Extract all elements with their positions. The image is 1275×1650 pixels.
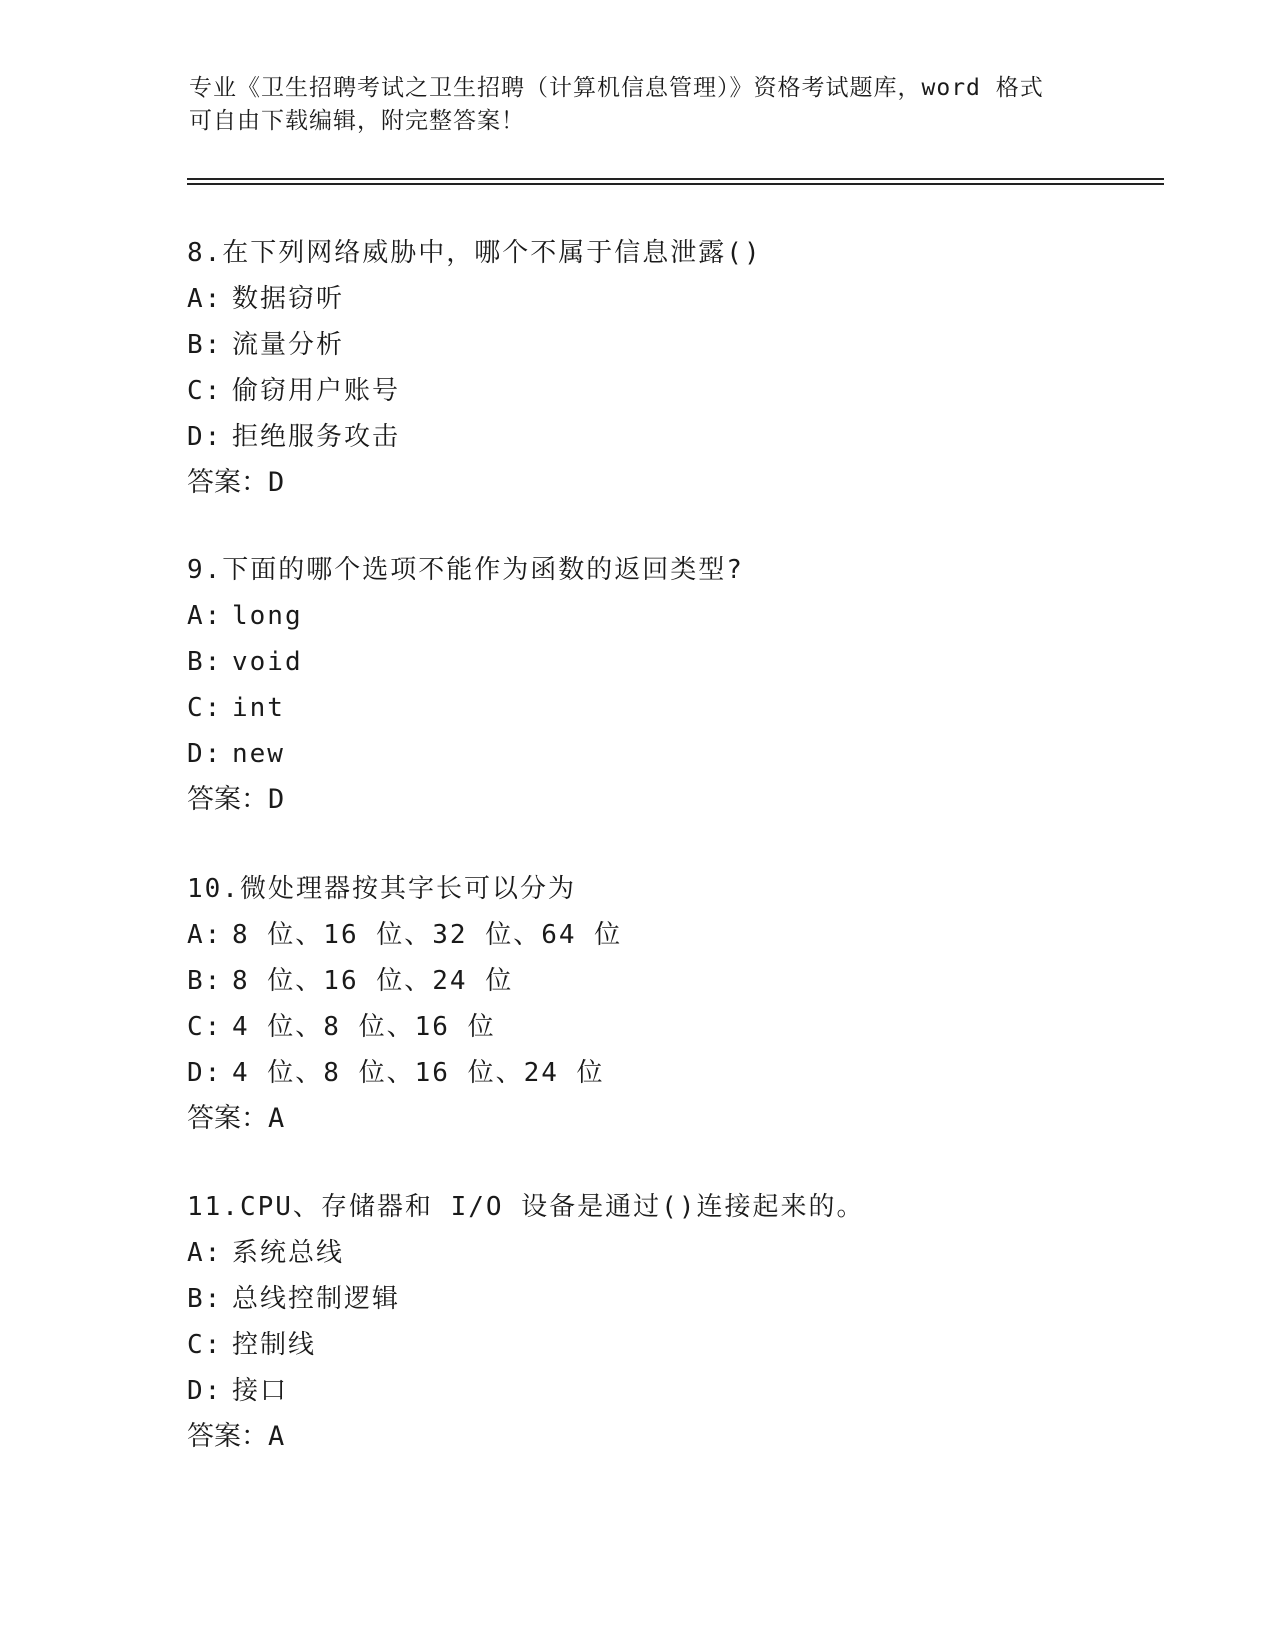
option-label: D: bbox=[187, 739, 223, 769]
option-a bbox=[187, 276, 1167, 322]
option-text: 系统总线 bbox=[232, 1238, 345, 1268]
question-stem: 8.在下列网络威胁中，哪个不属于信息泄露() bbox=[187, 238, 762, 268]
answer-label: 答案： bbox=[187, 467, 268, 498]
option-text: void bbox=[232, 647, 303, 677]
option-text: 数据窃听 bbox=[232, 284, 345, 314]
option-text: new bbox=[232, 739, 285, 769]
answer-line bbox=[187, 460, 1167, 506]
option-text: 流量分析 bbox=[232, 330, 345, 360]
option-text: 总线控制逻辑 bbox=[232, 1284, 401, 1314]
option-text: int bbox=[232, 693, 285, 723]
answer-label: 答案： bbox=[187, 784, 268, 815]
option-d bbox=[187, 414, 1167, 460]
header-divider-top bbox=[187, 178, 1164, 180]
option-text: 控制线 bbox=[232, 1330, 317, 1360]
option-text: 接口 bbox=[232, 1376, 289, 1406]
option-text: 4 位、8 位、16 位、24 位 bbox=[232, 1058, 605, 1088]
option-label: A: bbox=[187, 284, 223, 314]
question-8 bbox=[187, 230, 1167, 506]
option-label: C: bbox=[187, 1012, 223, 1042]
question-stem: 9.下面的哪个选项不能作为函数的返回类型? bbox=[187, 555, 744, 585]
option-text: 4 位、8 位、16 位 bbox=[232, 1012, 496, 1042]
header-divider-bottom bbox=[187, 183, 1164, 185]
option-c bbox=[187, 1322, 1167, 1368]
option-text: 8 位、16 位、32 位、64 位 bbox=[232, 920, 623, 950]
header-line-2: 可自由下载编辑，附完整答案！ bbox=[189, 108, 525, 134]
question-stem: 10.微处理器按其字长可以分为 bbox=[187, 874, 576, 904]
answer-line bbox=[187, 777, 1167, 823]
option-label: B: bbox=[187, 966, 223, 996]
option-label: B: bbox=[187, 647, 223, 677]
option-label: C: bbox=[187, 1330, 223, 1360]
answer-value: D bbox=[268, 467, 285, 498]
answer-line bbox=[187, 1096, 1167, 1142]
option-b bbox=[187, 1276, 1167, 1322]
answer-value: A bbox=[268, 1103, 285, 1134]
option-c bbox=[187, 685, 1167, 731]
option-a bbox=[187, 593, 1167, 639]
option-label: C: bbox=[187, 376, 223, 406]
option-c bbox=[187, 1004, 1167, 1050]
question-9 bbox=[187, 547, 1167, 823]
question-10 bbox=[187, 866, 1167, 1142]
question-11 bbox=[187, 1184, 1167, 1460]
option-text: 8 位、16 位、24 位 bbox=[232, 966, 514, 996]
option-label: A: bbox=[187, 1238, 223, 1268]
answer-value: D bbox=[268, 784, 285, 815]
option-label: D: bbox=[187, 422, 223, 452]
answer-label: 答案： bbox=[187, 1103, 268, 1134]
option-b bbox=[187, 958, 1167, 1004]
question-stem: 11.CPU、存储器和 I/O 设备是通过()连接起来的。 bbox=[187, 1192, 865, 1222]
option-a bbox=[187, 1230, 1167, 1276]
answer-label: 答案： bbox=[187, 1421, 268, 1452]
document-header bbox=[189, 72, 1089, 138]
option-text: long bbox=[232, 601, 303, 631]
option-label: D: bbox=[187, 1058, 223, 1088]
option-a bbox=[187, 912, 1167, 958]
option-text: 偷窃用户账号 bbox=[232, 376, 401, 406]
option-d bbox=[187, 731, 1167, 777]
option-b bbox=[187, 639, 1167, 685]
header-line-1: 专业《卫生招聘考试之卫生招聘（计算机信息管理）》资格考试题库，word 格式 bbox=[189, 75, 1044, 101]
answer-line bbox=[187, 1414, 1167, 1460]
option-label: C: bbox=[187, 693, 223, 723]
option-d bbox=[187, 1050, 1167, 1096]
option-label: D: bbox=[187, 1376, 223, 1406]
option-label: B: bbox=[187, 330, 223, 360]
option-label: A: bbox=[187, 920, 223, 950]
answer-value: A bbox=[268, 1421, 285, 1452]
option-b bbox=[187, 322, 1167, 368]
option-label: B: bbox=[187, 1284, 223, 1314]
option-d bbox=[187, 1368, 1167, 1414]
option-c bbox=[187, 368, 1167, 414]
option-text: 拒绝服务攻击 bbox=[232, 422, 401, 452]
option-label: A: bbox=[187, 601, 223, 631]
